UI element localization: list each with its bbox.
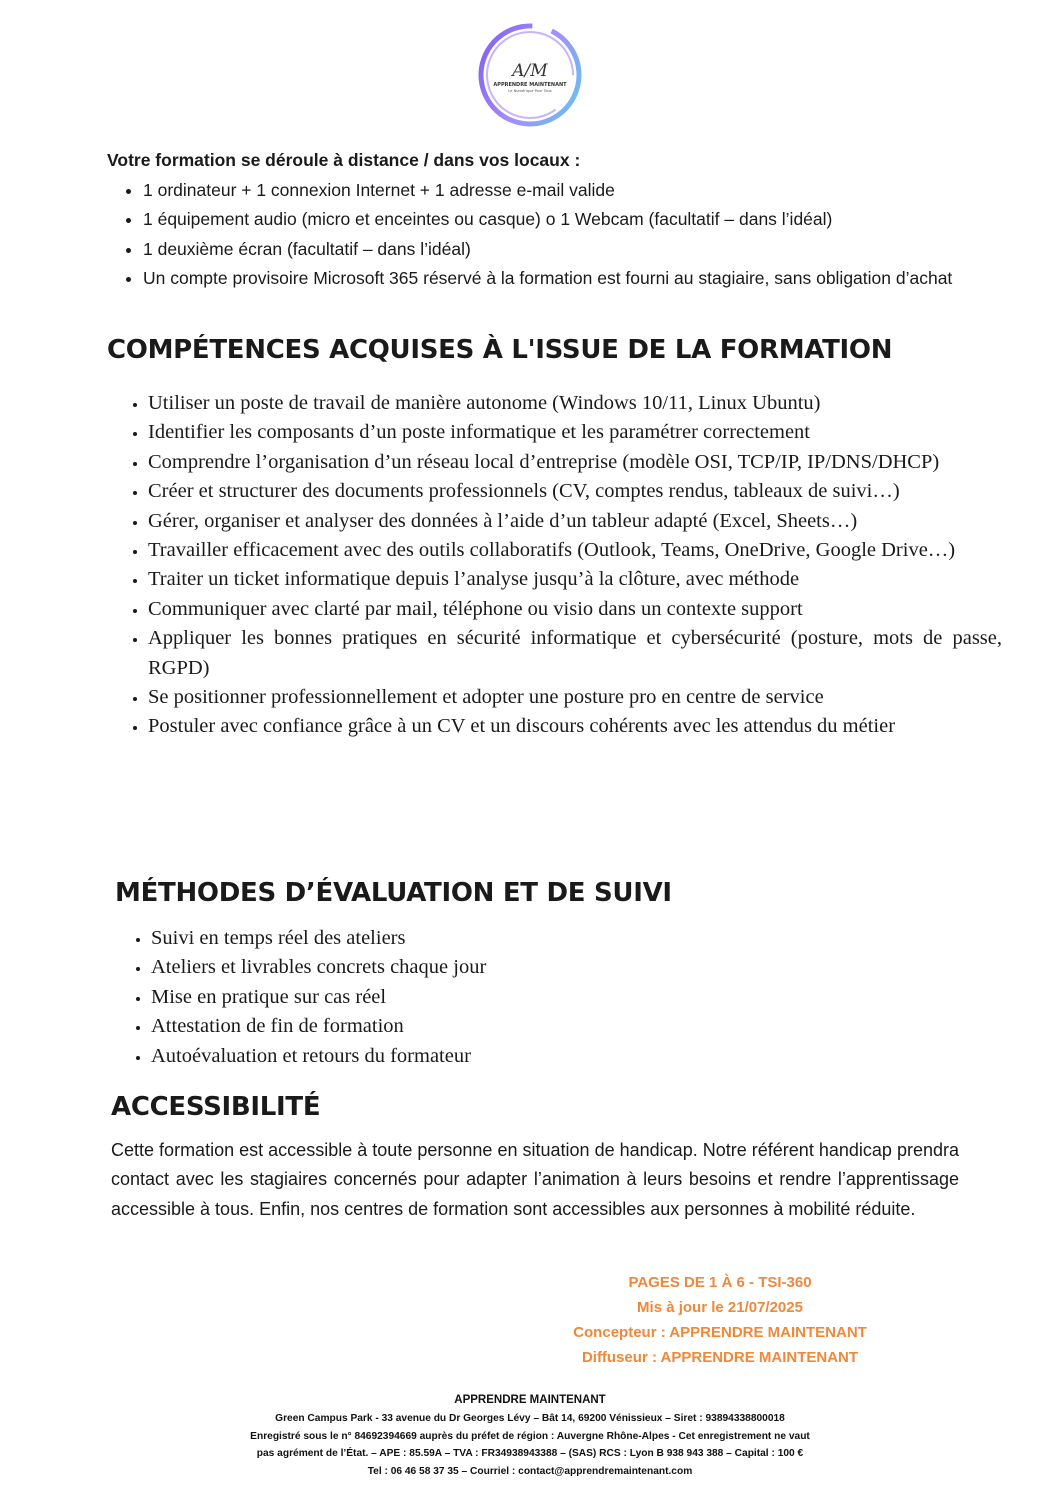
- document-meta: [560, 1270, 880, 1370]
- list-item: • Ateliers et livrables concrets chaque jour: [151, 953, 851, 982]
- footer-contact: Tel : 06 46 58 37 35 – Courriel : contact@apprendremaintenant.com: [367, 1465, 693, 1477]
- list-item: • Identifier les composants d’un poste informatique et les paramétrer correctement: [148, 418, 1002, 447]
- competences-heading: COMPÉTENCES ACQUISES À L'ISSUE DE LA FORMATION: [107, 335, 893, 365]
- footer-org: APPRENDRE MAINTENANT: [454, 1394, 606, 1406]
- list-item: • Travailler efficacement avec des outils collaboratifs (Outlook, Teams, OneDrive, Google Drive…): [148, 536, 1002, 565]
- update-date: Mis à jour le 21/07/2025: [637, 1299, 803, 1316]
- footer-registration-1: Enregistré sous le n° 84692394669 auprès du préfet de région : Auvergne Rhône-Alpes - Cet enregistrement ne vaut: [250, 1430, 810, 1442]
- competences-list: [108, 389, 1002, 742]
- list-item: • Suivi en temps réel des ateliers: [151, 924, 851, 953]
- page-footer: [200, 1390, 860, 1480]
- list-item: • Comprendre l’organisation d’un réseau local d’entreprise (modèle OSI, TCP/IP, IP/DNS/DHCP): [148, 448, 1002, 477]
- distributor-info: Diffuseur : APPRENDRE MAINTENANT: [581, 1349, 859, 1366]
- list-item: • Autoévaluation et retours du formateur: [151, 1042, 851, 1071]
- list-item: • Postuler avec confiance grâce à un CV et un discours cohérents avec les attendus du métier: [148, 712, 1002, 741]
- methodes-heading: MÉTHODES D’ÉVALUATION ET DE SUIVI: [115, 878, 672, 908]
- list-item: • 1 équipement audio (micro et enceintes ou casque) o 1 Webcam (facultatif – dans l’idéal): [143, 205, 957, 235]
- svg-text:Le Numérique Pour Tous: Le Numérique Pour Tous: [508, 89, 552, 93]
- footer-registration-2: pas agrément de l’État. – APE : 85.59A – TVA : FR34938943388 – (SAS) RCS : Lyon B 938 943 388 – Capital : 100 €: [256, 1448, 804, 1459]
- svg-text:A/M: A/M: [512, 61, 548, 81]
- accessibilite-heading: ACCESSIBILITÉ: [111, 1092, 321, 1122]
- setup-section: [107, 146, 957, 294]
- list-item: • Utiliser un poste de travail de manière autonome (Windows 10/11, Linux Ubuntu): [148, 389, 1002, 418]
- footer-address: Green Campus Park - 33 avenue du Dr Georges Lévy – Bât 14, 69200 Vénissieux – Siret : 93894338800018: [275, 1413, 785, 1424]
- list-item: • Attestation de fin de formation: [151, 1012, 851, 1041]
- list-item: • Appliquer les bonnes pratiques en sécurité informatique et cybersécurité (posture, mots de passe, RGPD): [148, 624, 1002, 683]
- list-item: • Traiter un ticket informatique depuis l’analyse jusqu’à la clôture, avec méthode: [148, 565, 1002, 594]
- pages-info: PAGES DE 1 À 6 - TSI-360: [628, 1274, 812, 1291]
- list-item: • Communiquer avec clarté par mail, téléphone ou visio dans un contexte support: [148, 595, 1002, 624]
- svg-text:APPRENDRE MAINTENANT: APPRENDRE MAINTENANT: [493, 82, 567, 88]
- list-item: • 1 deuxième écran (facultatif – dans l’idéal): [143, 235, 957, 265]
- accessibilite-text: Cette formation est accessible à toute personne en situation de handicap. Notre référent handicap prendra contact avec les stagiaires concernés pour adapter l’animation à leurs besoins et rendre l’apprentissage accessible à tous. Enfin, nos centres de formation sont accessibles aux personnes à mobilité réduite.: [111, 1140, 959, 1219]
- list-item: • Gérer, organiser et analyser des données à l’aide d’un tableur adapté (Excel, Sheets…): [148, 507, 1002, 536]
- list-item: • 1 ordinateur + 1 connexion Internet + 1 adresse e-mail valide: [143, 176, 957, 206]
- list-item: • Mise en pratique sur cas réel: [151, 983, 851, 1012]
- list-item: • Un compte provisoire Microsoft 365 réservé à la formation est fourni au stagiaire, sans obligation d’achat: [143, 264, 957, 294]
- list-item: • Créer et structurer des documents professionnels (CV, comptes rendus, tableaux de suivi…): [148, 477, 1002, 506]
- designer-info: Concepteur : APPRENDRE MAINTENANT: [573, 1324, 867, 1341]
- company-logo: [475, 20, 585, 130]
- setup-list: [107, 176, 957, 294]
- setup-title: Votre formation se déroule à distance / dans vos locaux :: [107, 150, 581, 170]
- methodes-list: [111, 924, 851, 1071]
- list-item: • Se positionner professionnellement et adopter une posture pro en centre de service: [148, 683, 1002, 712]
